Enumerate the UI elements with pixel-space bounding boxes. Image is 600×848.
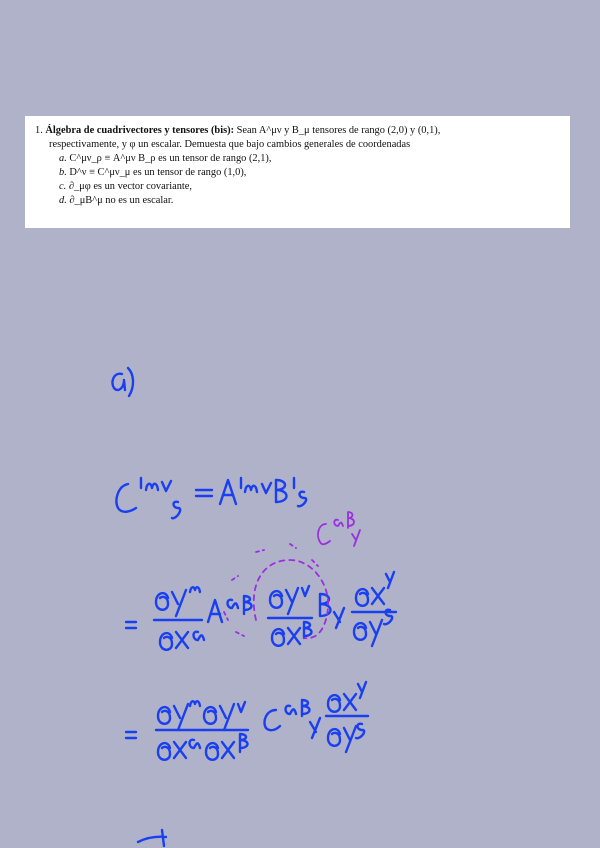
handwritten-equation-line2 (126, 572, 396, 650)
item-label: b. (59, 167, 67, 178)
problem-intro-line2: respectivamente, y φ un escalar. Demuesta que bajo cambios generales de coordenadas (49, 139, 411, 150)
problem-title: Álgebra de cuadrivectores y tensores (bis): (45, 125, 235, 136)
item-label: d. (59, 195, 67, 206)
item-text: ∂_μB^μ no es un escalar. (69, 195, 174, 206)
item-text: D^ν ≡ C^μν_μ es un tensor de rango (1,0), (69, 167, 247, 178)
item-text: C^μν_ρ ≡ A^μν B_ρ es un tensor de rango (2,1), (69, 153, 272, 164)
item-label: c. (59, 181, 67, 192)
problem-number: 1. (35, 125, 43, 136)
item-text: ∂_μφ es un vector covariante, (68, 181, 192, 192)
handwritten-equation-line1 (116, 478, 306, 518)
item-label: a. (59, 153, 67, 164)
handwritten-equation-line3 (126, 682, 368, 760)
handwritten-stroke (138, 830, 166, 846)
problem-intro-line1: Sean A^μν y B_μ tensores de rango (2,0) y (0,1), (236, 125, 441, 136)
handwritten-part-label (112, 368, 133, 396)
